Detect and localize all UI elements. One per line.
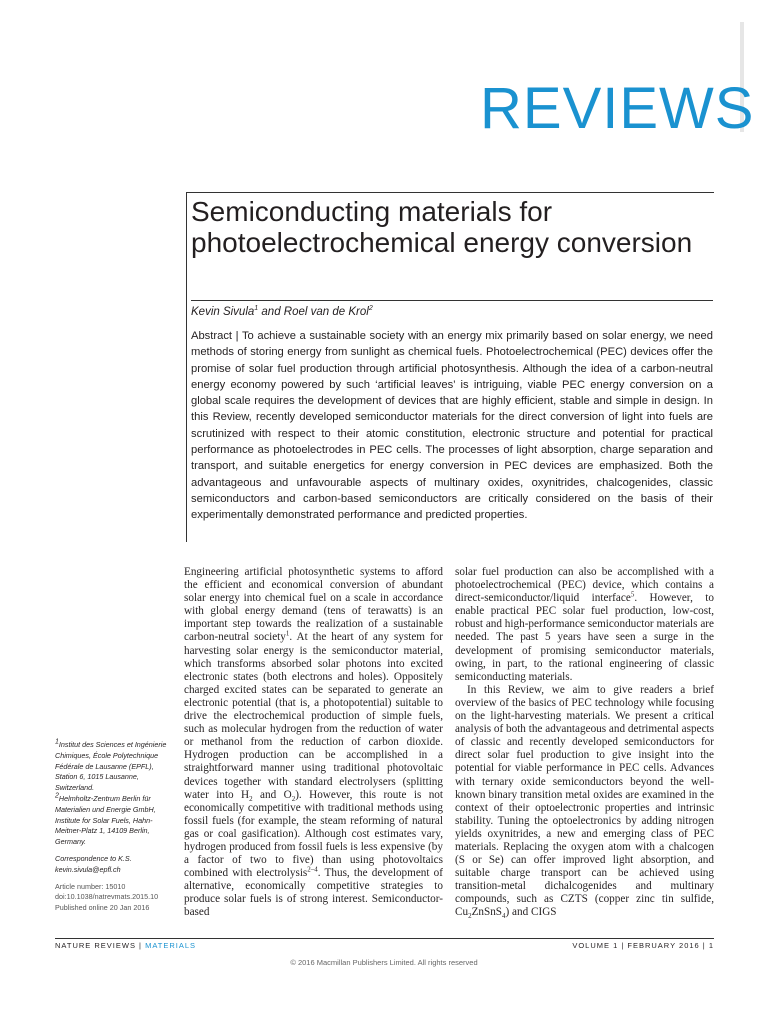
body-text: . However, to enable practical PEC solar fuel production, low-cost, robust and high-performance semiconductor materials are needed. The past 5 years have seen a surge in the development of promising semiconductor materials, owing, in part, to the rational engineering of classic semiconducting materials. [455, 592, 714, 683]
article-number: Article number: 15010 [55, 881, 126, 891]
journal-section: MATERIALS [145, 941, 197, 950]
author-name: Kevin Sivula [191, 306, 255, 318]
abstract [191, 328, 713, 524]
publication-date: Published online 20 Jan 2016 [55, 902, 150, 912]
author-name: Roel van de Krol [283, 306, 369, 318]
author-list [191, 305, 711, 320]
subscript: 2 [249, 794, 253, 803]
abstract-text: To achieve a sustainable society with an energy mix primarily based on solar energy, we need methods of storing energy from sunlight as chemical fuels. Photoelectrochemical (PEC) devices offer the promise of solar fuel production through artificial photosynthesis. Although the idea of a carbon-neutral energy economy powered by such ‘artificial leaves’ is intriguing, viable PEC energy conversion on a global scale requires the development of devices that are highly efficient, stable and simple in design. In this Review, recently developed semiconductor materials for the direct conversion of light into fuels are scrutinized with respect to their atomic constitution, electronic structure and potential for practical performance as photoelectrodes in PEC cells. The processes of light absorption, charge separation and transport, and suitable energetics for energy conversion in PEC devices are emphasized. Both the advantageous and unfavourable aspects of multinary oxides, oxynitrides, chalcogenides, classic semiconductors and carbon-based semiconductors are critically considered on the basis of their experimentally demonstrated performance and predicted properties. [191, 330, 713, 522]
affiliation-mark: 2 [55, 792, 59, 800]
footer-rule [55, 938, 714, 939]
correspondence-label: Correspondence to K.S. [55, 853, 132, 863]
affiliation-1 [55, 740, 175, 848]
body-column-2 [455, 566, 714, 920]
footer-journal [55, 940, 196, 952]
body-column-1 [184, 566, 443, 920]
title-bottom-rule [191, 300, 713, 301]
subscript: 2 [291, 794, 296, 803]
copyright-notice: © 2016 Macmillan Publishers Limited. All rights reserved [290, 958, 478, 967]
affiliation-mark: 2 [368, 305, 373, 313]
abstract-label: Abstract [191, 330, 233, 342]
abstract-separator: | [232, 330, 242, 342]
body-text: solar fuel production can also be accomplished with a photoelectrochemical (PEC) device, which contains a direct-semiconductor/liquid interface [455, 566, 714, 605]
footer-volume: VOLUME 1 | FEBRUARY 2016 | 1 [572, 941, 714, 950]
journal-name: NATURE REVIEWS [55, 941, 136, 950]
body-text: Engineering artificial photosynthetic systems to afford the efficient and economical conversion of abundant solar energy into chemical fuel on a scale in accordance with global energy demand (tens of terawatts) is an important step towards the realization of a sustainable carbon-neutral society [184, 566, 443, 644]
article-meta [55, 882, 175, 914]
affiliation-text: Helmholtz-Zentrum Berlin für Materialien und Energie GmbH, Institute for Solar Fuels, Hahn-Meitner-Platz 1, 14109 Berlin, Germany. [55, 793, 156, 847]
title-side-rule [186, 192, 187, 542]
body-paragraph [455, 684, 714, 920]
body-text: . Thus, the development of alternative, economically competitive strategies to produce solar fuels is of strong interest. Semiconductor-based [184, 867, 443, 919]
subscript: 4 [502, 912, 506, 921]
body-text: ). However, this route is not economically competitive with traditional methods using fossil fuels (for example, the steam reforming of natural gas or coal gasification). Although cost estimates vary, hydrogen produced from fossil fuels is less expensive (by a factor of two to five) than using photovoltaics combined with electrolysis [184, 788, 443, 880]
body-text: . At the heart of any system for harvesting solar energy is the semiconductor material, which transforms absorbed solar photons into excited electronic states (both electrons and holes). Oppositely charged excited states can be separated to generate an electronic potential (that is, a photopotential) suitable to drive the electrochemical production of simple fuels, such as molecular hydrogen from the reduction of water or methanol from the reduction of carbon dioxide. Hydrogen production can be accomplished in a straightforward manner using traditional photovoltaic devices together with standard electrolysers (splitting water into H [184, 631, 443, 801]
body-text: ZnSnS [471, 906, 503, 919]
body-paragraph [455, 566, 714, 684]
affiliation-text: Institut des Sciences et Ingénierie Chimiques, École Polytechnique Fédérale de Lausanne (EPFL), Station 6, 1015 Lausanne, Switzerland. [55, 740, 167, 793]
title-top-rule [186, 192, 714, 193]
section-mark: REVIEWS [480, 76, 755, 141]
author-conjunction: and [258, 306, 284, 318]
article-title: Semiconducting materials for photoelectrochemical energy conversion [191, 196, 693, 258]
correspondence [55, 854, 175, 876]
affiliation-mark: 1 [254, 305, 259, 313]
body-text: ) and CIGS [505, 906, 557, 919]
doi-link[interactable]: doi:10.1038/natrevmats.2015.10 [55, 892, 159, 902]
footer-separator: | [135, 941, 146, 950]
correspondence-email[interactable]: kevin.sivula@epfl.ch [55, 864, 121, 874]
body-paragraph [184, 566, 443, 920]
body-text: and O [252, 788, 292, 801]
reference-mark: 5 [630, 590, 635, 599]
body-text: In this Review, we aim to give readers a brief overview of the basics of PEC technology while focusing on the light-harvesting materials. We present a critical analysis of both the advantageous and detrimental aspects of classic and recently developed semiconductors for direct solar fuel production to give insight into the potential for viable performance in PEC cells. Advances with ternary oxide semiconductors beyond the well-known binary transition metal oxides are examined in the context of their optoelectronic properties and intrinsic stability. Tuning the optoelectronics by adding nitrogen yields oxynitrides, a new and emerging class of PEC materials. Replacing the oxygen atom with a chalcogen (S or Se) can offer improved light absorption, and suitable charge transport can be achieved using transition-metal dichalcogenides and multinary compounds, such as CZTS (copper zinc tin sulfide, Cu [455, 683, 714, 919]
reference-mark: 1 [285, 629, 290, 638]
reference-mark: 2–4 [307, 865, 318, 874]
affiliation-sidebar [55, 740, 175, 913]
affiliation-mark: 1 [55, 738, 59, 746]
subscript: 2 [468, 912, 472, 921]
